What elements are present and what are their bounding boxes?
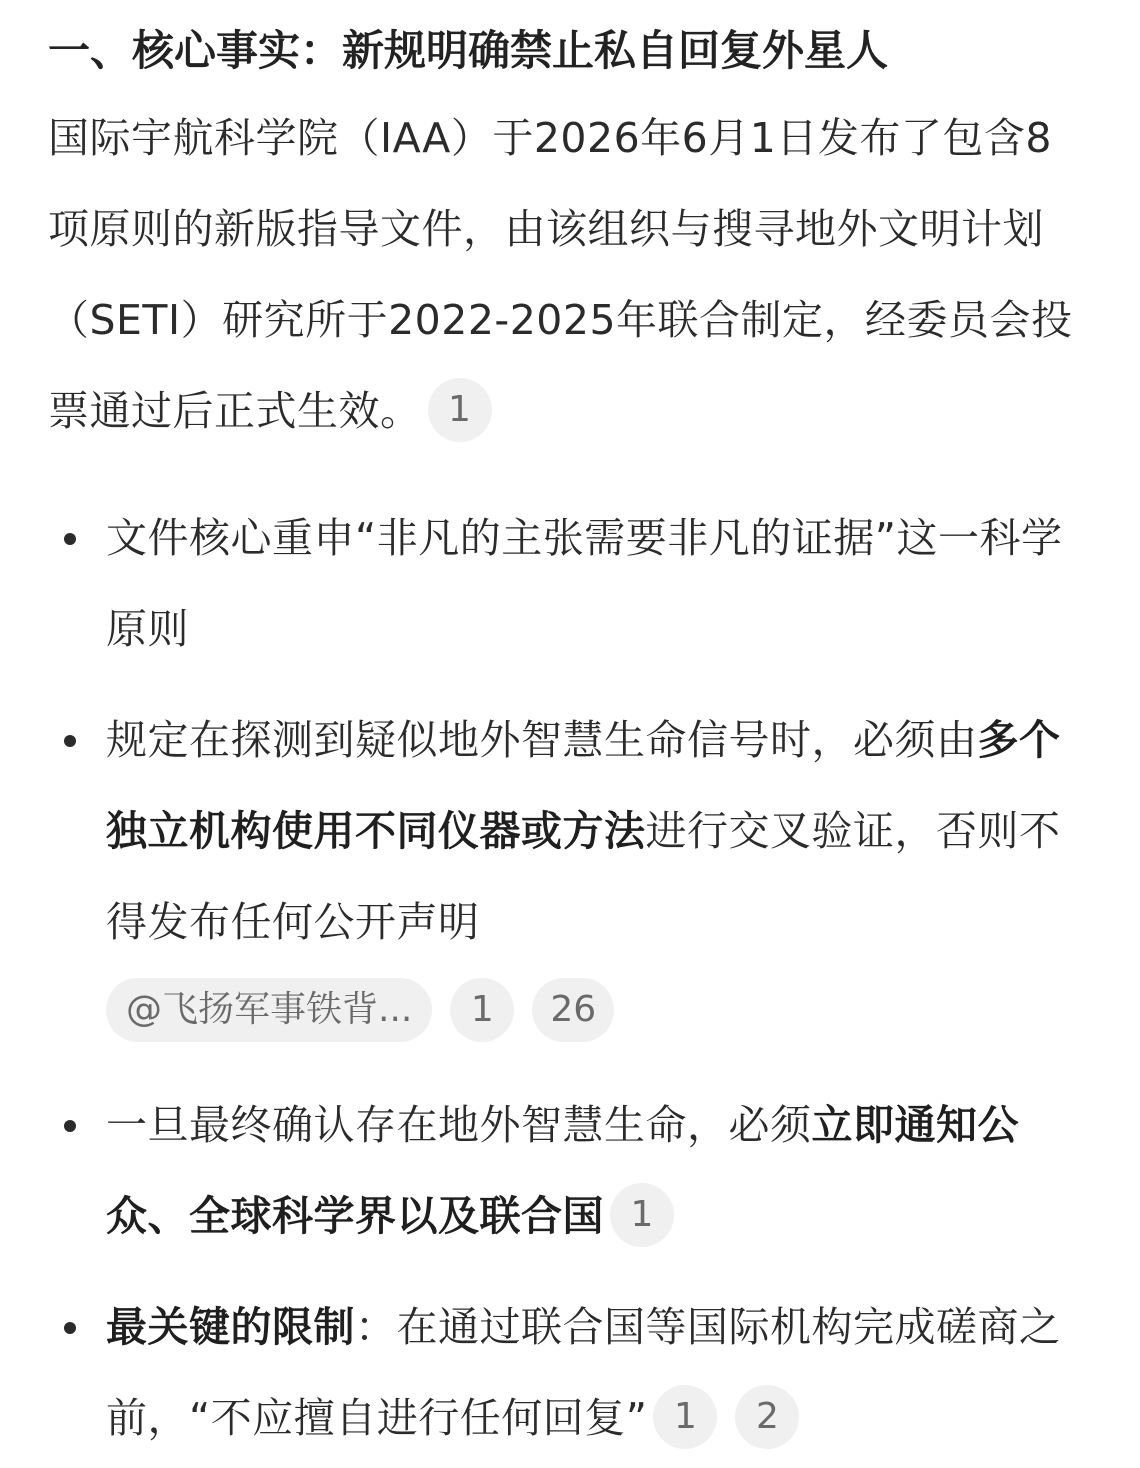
key-points-list	[48, 493, 1088, 1464]
list-item	[48, 1080, 1088, 1262]
bullet-dot	[64, 735, 76, 747]
citation-chip[interactable]: 2	[735, 1385, 799, 1449]
source-chips-row	[48, 968, 1088, 1052]
source-author-chip[interactable]: @飞扬军事铁背...	[106, 978, 432, 1042]
bullet-text-lead: 规定在探测到疑似地外智慧生命信号时，必须由	[106, 716, 978, 764]
citation-chip[interactable]: 26	[532, 978, 614, 1042]
bullet-text: 文件核心重申“非凡的主张需要非凡的证据”这一科学原则	[106, 514, 1063, 653]
bullet-text-emphasis: 立即通知公众、全球科学界以及联合国	[106, 1101, 1019, 1240]
bullet-dot	[64, 1322, 76, 1334]
answer-article	[48, 0, 1088, 1464]
intro-paragraph	[48, 93, 1088, 457]
bullet-text-lead: 一旦最终确认存在地外智慧生命，必须	[106, 1101, 812, 1149]
citation-chip[interactable]: 1	[428, 378, 492, 442]
citation-chip[interactable]: 1	[653, 1385, 717, 1449]
list-item	[48, 695, 1088, 968]
list-item	[48, 1282, 1088, 1464]
bullet-text-emphasis: 最关键的限制	[106, 1303, 355, 1351]
bullet-dot	[64, 1120, 76, 1132]
citation-chip[interactable]: 1	[610, 1183, 674, 1247]
bullet-text-emphasis: 多个独立机构使用不同仪器或方法	[106, 716, 1061, 855]
section-heading: 一、核心事实：新规明确禁止私自回复外星人	[48, 26, 889, 75]
citation-chip[interactable]: 1	[450, 978, 514, 1042]
intro-text: 国际宇航科学院（IAA）于2026年6月1日发布了包含8项原则的新版指导文件，由该组织与搜寻地外文明计划（SETI）研究所于2022-2025年联合制定，经委员会投票通过后正式生效。	[48, 114, 1073, 435]
list-item	[48, 493, 1088, 675]
bullet-dot	[64, 533, 76, 545]
bullet-text-tail: ：在通过联合国等国际机构完成磋商之前，“不应擅自进行任何回复”	[106, 1303, 1061, 1442]
bullet-text-tail: 进行交叉验证，否则不得发布任何公开声明	[106, 807, 1061, 946]
